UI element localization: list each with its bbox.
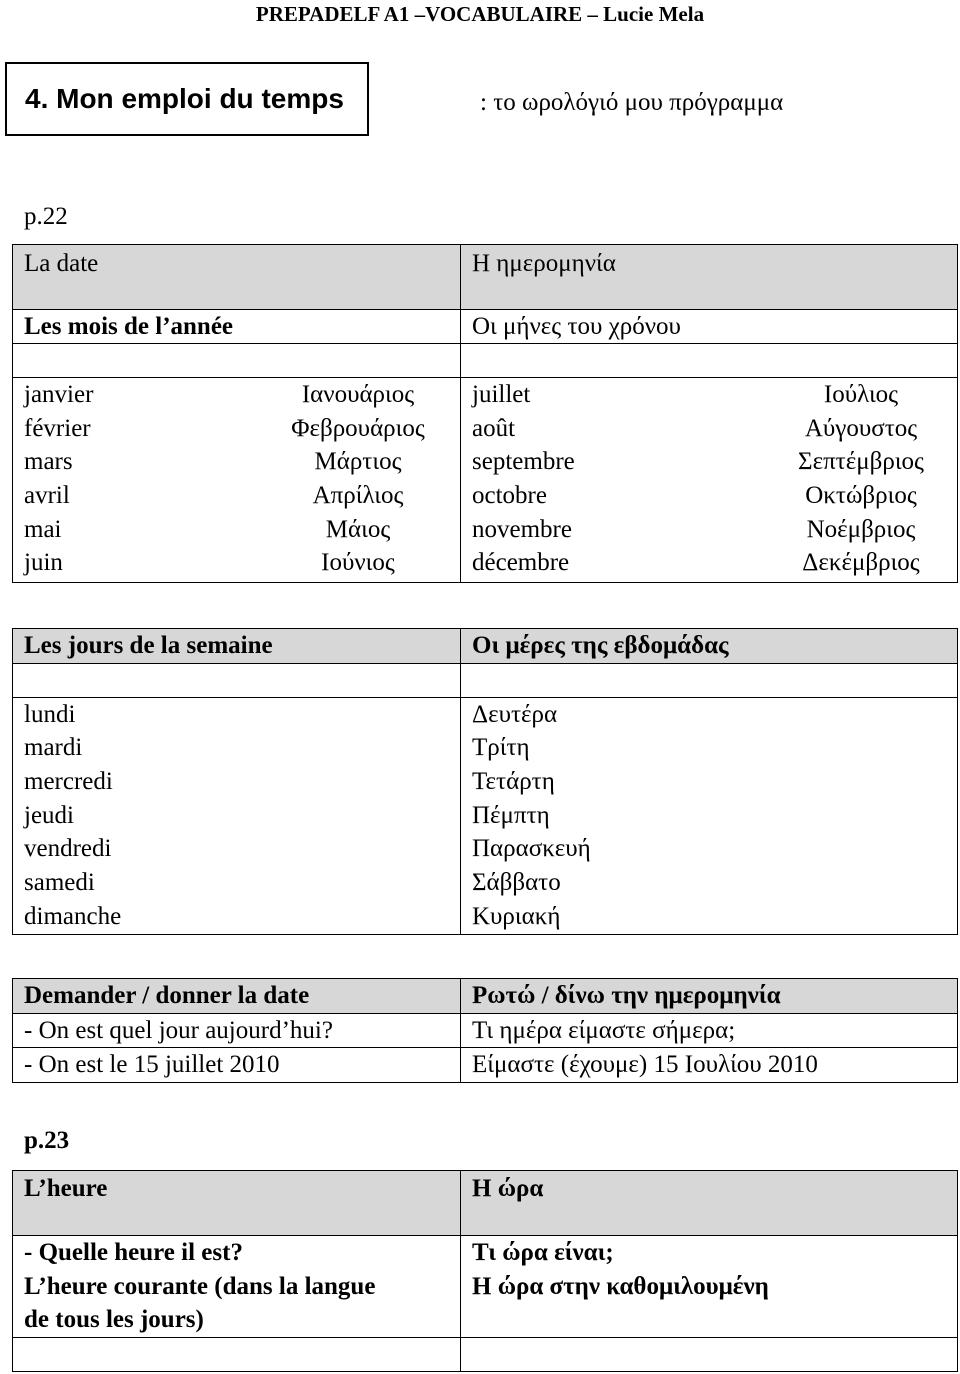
months-table xyxy=(12,244,958,583)
month-fr: octobre xyxy=(472,482,547,510)
chapter-subtitle: : το ωρολόγιό μου πρόγραμμα xyxy=(480,89,784,116)
current-hour-fr-line1: L’heure courante (dans la langue xyxy=(24,1272,376,1300)
day-fr: lundi xyxy=(24,700,76,728)
month-fr: janvier xyxy=(24,381,94,408)
ask-date-question-fr: - On est quel jour aujourd’hui? xyxy=(13,1013,461,1048)
day-fr: vendredi xyxy=(24,835,112,863)
months-label-gr: Οι μήνες του χρόνου xyxy=(461,310,958,344)
month-gr: Φεβρουάριος xyxy=(291,414,425,442)
spacer-cell xyxy=(461,663,958,697)
ask-date-label-fr: Demander / donner la date xyxy=(13,979,461,1014)
current-hour-fr-line2: de tous les jours) xyxy=(24,1306,204,1334)
hour-question-gr: Τι ώρα είναι; xyxy=(472,1239,614,1266)
day-gr: Παρασκευή xyxy=(472,835,591,863)
months-left-fr-list xyxy=(24,378,93,580)
ask-date-answer-fr: - On est le 15 juillet 2010 xyxy=(13,1048,461,1083)
month-gr: Μάιος xyxy=(325,515,391,543)
month-gr: Νοέμβριος xyxy=(806,515,916,543)
months-right-cell xyxy=(461,378,958,583)
date-label-fr: La date xyxy=(13,245,461,310)
month-gr: Ιούνιος xyxy=(321,549,395,577)
hour-gr-cell xyxy=(461,1236,958,1338)
month-gr: Ιούλιος xyxy=(823,381,899,408)
month-gr: Σεπτέμβριος xyxy=(798,448,924,476)
day-fr: dimanche xyxy=(24,902,122,930)
hour-question-fr: - Quelle heure il est? xyxy=(24,1239,243,1266)
day-gr: Δευτέρα xyxy=(472,700,558,728)
month-gr: Αύγουστος xyxy=(804,414,918,442)
days-fr-cell xyxy=(13,697,461,934)
month-fr: février xyxy=(24,414,91,442)
month-gr: Οκτώβριος xyxy=(805,482,917,510)
day-gr: Τρίτη xyxy=(472,734,530,762)
day-gr: Σάββατο xyxy=(472,869,561,897)
hour-label-gr: Η ώρα xyxy=(461,1171,958,1236)
month-fr: novembre xyxy=(472,515,572,543)
day-gr: Πέμπτη xyxy=(472,801,550,829)
month-fr: août xyxy=(472,414,516,442)
months-right-gr-list xyxy=(771,378,951,580)
hour-table xyxy=(12,1170,958,1372)
date-label-gr: Η ημερομηνία xyxy=(461,245,958,310)
month-fr: décembre xyxy=(472,549,570,577)
spacer-cell xyxy=(461,344,958,378)
day-fr: mardi xyxy=(24,734,83,762)
month-gr: Δεκέμβριος xyxy=(802,549,920,577)
current-hour-gr: Η ώρα στην καθομιλουμένη xyxy=(472,1272,769,1300)
days-table xyxy=(12,628,958,935)
page-number-23: p.23 xyxy=(24,1127,70,1154)
month-fr: mars xyxy=(24,448,73,476)
spacer-cell xyxy=(13,344,461,378)
day-fr: mercredi xyxy=(24,768,113,796)
chapter-title: 4. Mon emploi du temps xyxy=(5,62,369,136)
ask-date-table xyxy=(12,978,958,1083)
month-fr: juin xyxy=(24,549,63,577)
month-fr: juillet xyxy=(472,381,531,408)
page-number-22: p.22 xyxy=(24,203,68,230)
months-right-fr-list xyxy=(472,378,575,580)
month-fr: septembre xyxy=(472,448,575,476)
month-gr: Μάρτιος xyxy=(314,448,402,476)
days-gr-cell xyxy=(461,697,958,934)
spacer-cell xyxy=(13,1338,461,1372)
document-header: PREPADELF A1 –VOCABULAIRE – Lucie Mela xyxy=(255,2,705,26)
month-gr: Απρίλιος xyxy=(312,482,404,510)
spacer-cell xyxy=(13,663,461,697)
day-gr: Κυριακή xyxy=(472,902,561,930)
hour-fr-cell xyxy=(13,1236,461,1338)
days-label-fr: Les jours de la semaine xyxy=(13,629,461,664)
days-label-gr: Οι μέρες της εβδομάδας xyxy=(461,629,958,664)
months-label-fr: Les mois de l’année xyxy=(13,310,461,344)
ask-date-question-gr: Τι ημέρα είμαστε σήμερα; xyxy=(461,1013,958,1048)
day-gr: Τετάρτη xyxy=(472,768,555,796)
month-gr: Ιανουάριος xyxy=(301,381,415,408)
months-left-cell xyxy=(13,378,461,583)
day-fr: jeudi xyxy=(24,801,74,829)
month-fr: avril xyxy=(24,482,70,510)
hour-label-fr: L’heure xyxy=(13,1171,461,1236)
day-fr: samedi xyxy=(24,869,95,897)
month-fr: mai xyxy=(24,515,62,543)
ask-date-label-gr: Ρωτώ / δίνω την ημερομηνία xyxy=(461,979,958,1014)
months-left-gr-list xyxy=(283,378,433,580)
spacer-cell xyxy=(461,1338,958,1372)
ask-date-answer-gr: Είμαστε (έχουμε) 15 Ιουλίου 2010 xyxy=(461,1048,958,1083)
